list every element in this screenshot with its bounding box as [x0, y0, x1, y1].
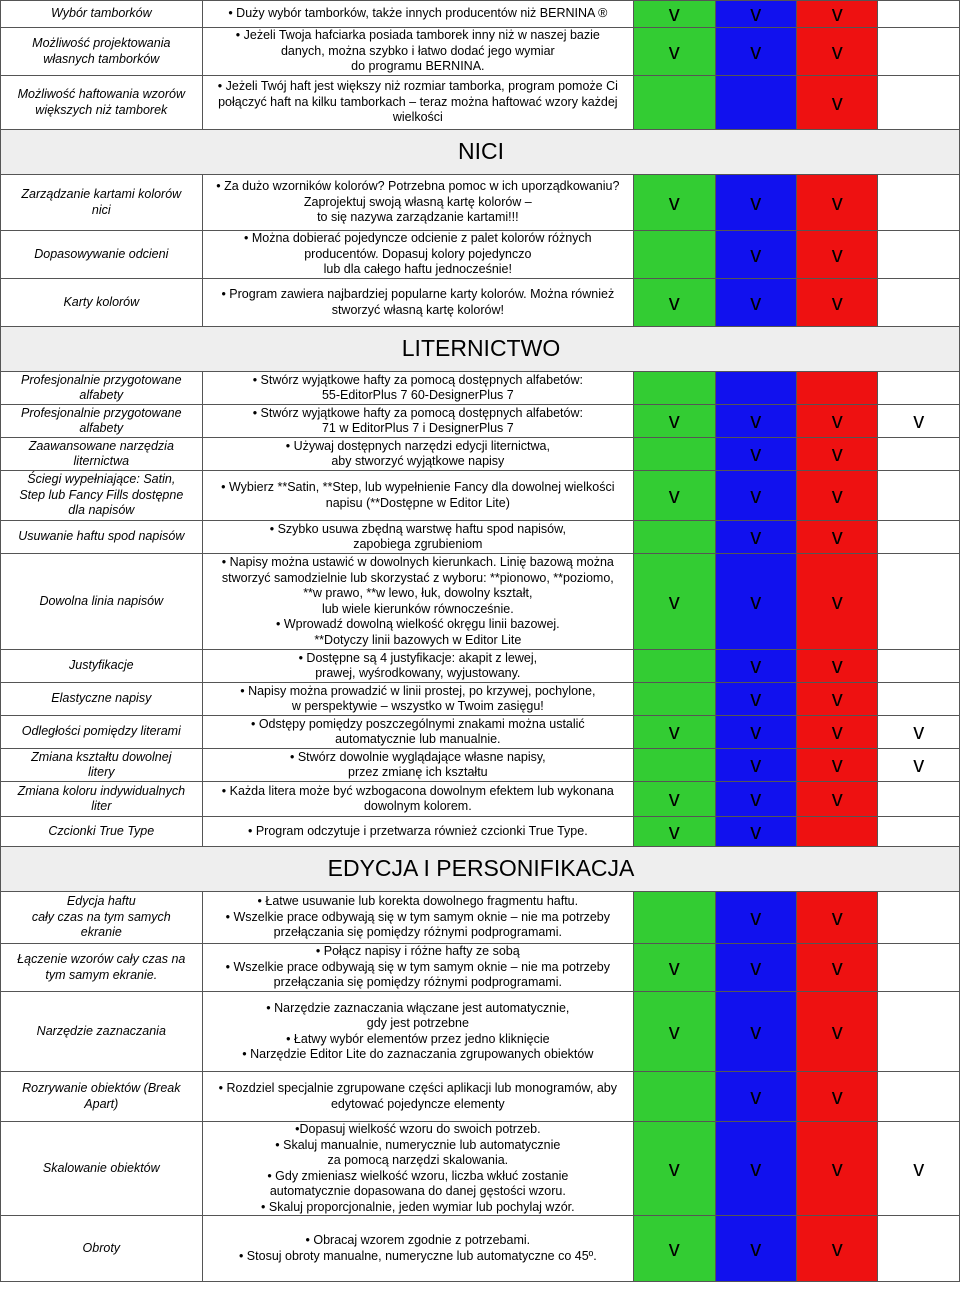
check-mark: v	[831, 588, 843, 614]
feature-label: Karty kolorów	[63, 294, 140, 309]
check-mark: v	[750, 441, 762, 467]
check-cell-red	[796, 1, 877, 28]
description-cell	[202, 438, 633, 471]
check-cell-green	[634, 749, 715, 782]
check-cell-green	[634, 28, 715, 76]
description-text: • Można dobierać pojedyncze odcienie z palet kolorów różnych producentów. Dopasuj kolory pojedynczo lub dla całego haftu jednocześnie!	[244, 231, 592, 277]
feature-cell	[1, 28, 203, 76]
check-cell-green	[634, 817, 715, 847]
check-cell-white	[878, 554, 960, 650]
description-text: • Napisy można ustawić w dowolnych kierunkach. Linię bazową można stworzyć samodzielnie lub skorzystać z wyboru: **pionowo, **poziomo, **w prawo, **w lewo, łuk, dowolny kształt, lub wiele kierunków równocześnie. • Wprowadź dowolną wielkość okręgu linii bazowej. **Dotyczy linii bazowych w Editor Lite	[221, 555, 614, 647]
check-mark: v	[750, 189, 762, 215]
feature-label: Obroty	[82, 1240, 121, 1255]
check-cell-blue	[715, 76, 796, 130]
check-mark: v	[668, 1018, 680, 1044]
check-cell-white	[878, 76, 960, 130]
check-cell-blue	[715, 683, 796, 716]
feature-label: Czcionki True Type	[48, 823, 155, 838]
table-row	[1, 944, 960, 992]
feature-label: Rozrywanie obiektów (Break Apart)	[22, 1081, 181, 1111]
check-cell-green	[634, 554, 715, 650]
feature-cell	[1, 1216, 203, 1282]
feature-cell	[1, 992, 203, 1072]
check-cell-white	[878, 1, 960, 28]
section-header-row	[1, 847, 960, 892]
check-cell-white	[878, 992, 960, 1072]
check-cell-blue	[715, 1122, 796, 1216]
description-cell	[202, 892, 633, 944]
check-mark: v	[668, 38, 680, 64]
table-row	[1, 554, 960, 650]
check-mark: v	[750, 241, 762, 267]
feature-label: Ściegi wypełniające: Satin, Step lub Fancy Fills dostępne dla napisów	[19, 472, 184, 518]
description-text: • Stwórz wyjątkowe hafty za pomocą dostępnych alfabetów: 71 w EditorPlus 7 i DesignerPlus 7	[252, 405, 583, 435]
feature-cell	[1, 1072, 203, 1122]
description-text: • Za dużo wzorników kolorów? Potrzebna pomoc w ich uporządkowaniu? Zaprojektuj swoją własną kartę kolorów – to się nazywa zarządzanie kartami!!!	[216, 179, 620, 225]
check-mark: v	[831, 904, 843, 930]
feature-cell	[1, 279, 203, 327]
check-cell-blue	[715, 279, 796, 327]
check-cell-red	[796, 749, 877, 782]
feature-label: Dopasowywanie odcieni	[34, 246, 169, 261]
description-text: • Używaj dostępnych narzędzi edycji liternictwa, aby stworzyć wyjątkowe napisy	[285, 438, 550, 468]
check-mark: v	[831, 686, 843, 712]
check-cell-green	[634, 372, 715, 405]
check-mark: v	[750, 289, 762, 315]
feature-label: Zarządzanie kartami kolorów nici	[21, 187, 182, 217]
check-mark: v	[750, 686, 762, 712]
feature-cell	[1, 716, 203, 749]
description-cell	[202, 817, 633, 847]
feature-cell	[1, 405, 203, 438]
check-cell-white	[878, 405, 960, 438]
check-cell-red	[796, 471, 877, 521]
feature-label: Dowolna linia napisów	[39, 593, 164, 608]
check-cell-white	[878, 817, 960, 847]
check-cell-red	[796, 650, 877, 683]
table-row	[1, 438, 960, 471]
description-cell	[202, 782, 633, 817]
check-cell-blue	[715, 892, 796, 944]
table-row	[1, 683, 960, 716]
section-header-cell	[1, 327, 960, 372]
check-cell-red	[796, 892, 877, 944]
feature-label: Zmiana kształtu dowolnej litery	[31, 749, 172, 779]
check-cell-blue	[715, 992, 796, 1072]
table-row	[1, 892, 960, 944]
table-row	[1, 1, 960, 28]
description-text: • Stwórz dowolnie wyglądające własne napisy, przez zmianę ich kształtu	[289, 749, 546, 779]
description-cell	[202, 372, 633, 405]
check-cell-white	[878, 521, 960, 554]
feature-label: Skalowanie obiektów	[42, 1160, 160, 1175]
check-mark: v	[750, 954, 762, 980]
description-text: • Napisy można prowadzić w linii prostej, po krzywej, pochylone, w perspektywie – wszystko w Twoim zasięgu!	[240, 683, 596, 713]
check-mark: v	[831, 482, 843, 508]
table-row	[1, 405, 960, 438]
description-cell	[202, 405, 633, 438]
feature-cell	[1, 683, 203, 716]
description-cell	[202, 1072, 633, 1122]
description-cell	[202, 944, 633, 992]
check-cell-green	[634, 944, 715, 992]
feature-label: Możliwość haftowania wzorów większych niż tamborek	[17, 87, 186, 117]
check-mark: v	[913, 408, 925, 434]
check-cell-blue	[715, 1, 796, 28]
check-cell-red	[796, 554, 877, 650]
description-cell	[202, 471, 633, 521]
check-cell-white	[878, 175, 960, 231]
table-row	[1, 175, 960, 231]
feature-label: Usuwanie haftu spod napisów	[18, 529, 185, 544]
check-mark: v	[750, 818, 762, 844]
check-mark: v	[913, 1155, 925, 1181]
table-row	[1, 471, 960, 521]
description-text: • Program zawiera najbardziej popularne karty kolorów. Można również stworzyć własną kartę kolorów!	[221, 287, 615, 317]
check-cell-red	[796, 716, 877, 749]
check-cell-green	[634, 175, 715, 231]
check-cell-red	[796, 231, 877, 279]
check-mark: v	[831, 1155, 843, 1181]
check-cell-blue	[715, 231, 796, 279]
check-cell-white	[878, 650, 960, 683]
check-mark: v	[831, 38, 843, 64]
check-mark: v	[831, 653, 843, 679]
feature-cell	[1, 231, 203, 279]
check-cell-green	[634, 782, 715, 817]
table-row	[1, 650, 960, 683]
feature-label: Profesjonalnie przygotowane alfabety	[21, 405, 182, 435]
check-cell-white	[878, 231, 960, 279]
description-text: • Rozdziel specjalnie zgrupowane części aplikacji lub monogramów, aby edytować pojedyncze elementy	[218, 1081, 617, 1111]
description-text: • Duży wybór tamborków, także innych producentów niż BERNINA ®	[228, 6, 608, 21]
description-text: • Stwórz wyjątkowe hafty za pomocą dostępnych alfabetów: 55-EditorPlus 7 60-DesignerPlus 7	[252, 372, 583, 402]
table-row	[1, 1072, 960, 1122]
check-mark: v	[831, 441, 843, 467]
section-title: NICI	[458, 138, 504, 165]
check-mark: v	[750, 408, 762, 434]
check-mark: v	[831, 408, 843, 434]
check-mark: v	[831, 89, 843, 115]
feature-cell	[1, 438, 203, 471]
check-cell-blue	[715, 175, 796, 231]
section-header-cell	[1, 847, 960, 892]
description-cell	[202, 279, 633, 327]
check-cell-blue	[715, 749, 796, 782]
check-mark: v	[750, 1235, 762, 1261]
description-cell	[202, 1, 633, 28]
check-cell-red	[796, 405, 877, 438]
section-header-cell	[1, 130, 960, 175]
features-table-body	[1, 1, 960, 1282]
check-cell-white	[878, 28, 960, 76]
section-title: LITERNICTWO	[401, 335, 561, 362]
feature-cell	[1, 175, 203, 231]
check-mark: v	[831, 752, 843, 778]
check-mark: v	[668, 954, 680, 980]
check-cell-white	[878, 1072, 960, 1122]
check-mark: v	[668, 1235, 680, 1261]
check-mark: v	[750, 904, 762, 930]
check-mark: v	[668, 482, 680, 508]
description-cell	[202, 992, 633, 1072]
check-mark: v	[750, 719, 762, 745]
feature-cell	[1, 650, 203, 683]
check-cell-green	[634, 716, 715, 749]
description-cell	[202, 749, 633, 782]
check-mark: v	[831, 786, 843, 812]
check-cell-green	[634, 279, 715, 327]
check-mark: v	[750, 1155, 762, 1181]
feature-cell	[1, 1, 203, 28]
check-cell-green	[634, 892, 715, 944]
check-cell-blue	[715, 554, 796, 650]
feature-label: Profesjonalnie przygotowane alfabety	[21, 372, 182, 402]
check-mark: v	[831, 1, 843, 27]
table-row	[1, 76, 960, 130]
check-cell-green	[634, 231, 715, 279]
description-cell	[202, 231, 633, 279]
description-text: • Każda litera może być wzbogacona dowolnym efektem lub wykonana dowolnym kolorem.	[221, 783, 614, 813]
check-cell-green	[634, 471, 715, 521]
description-text: • Dostępne są 4 justyfikacje: akapit z lewej, prawej, wyśrodkowany, wyjustowany.	[298, 650, 538, 680]
check-cell-white	[878, 716, 960, 749]
table-row	[1, 716, 960, 749]
check-cell-blue	[715, 28, 796, 76]
table-row	[1, 279, 960, 327]
check-cell-green	[634, 521, 715, 554]
feature-label: Odległości pomiędzy literami	[21, 724, 181, 739]
check-cell-green	[634, 1072, 715, 1122]
description-cell	[202, 76, 633, 130]
description-cell	[202, 175, 633, 231]
check-mark: v	[668, 289, 680, 315]
check-cell-white	[878, 438, 960, 471]
check-cell-red	[796, 521, 877, 554]
check-mark: v	[668, 1155, 680, 1181]
check-cell-red	[796, 76, 877, 130]
check-cell-blue	[715, 372, 796, 405]
feature-cell	[1, 749, 203, 782]
check-mark: v	[668, 818, 680, 844]
description-text: • Obracaj wzorem zgodnie z potrzebami. • Stosuj obroty manualne, numeryczne lub automatyczne co 45º.	[238, 1233, 597, 1263]
check-cell-green	[634, 405, 715, 438]
check-cell-white	[878, 1216, 960, 1282]
check-mark: v	[831, 719, 843, 745]
check-cell-blue	[715, 521, 796, 554]
check-cell-green	[634, 438, 715, 471]
description-text: • Łatwe usuwanie lub korekta dowolnego fragmentu haftu. • Wszelkie prace odbywają się w tym samym oknie – nie ma potrzeby przełączania się pomiędzy różnymi podprogramami.	[225, 894, 611, 940]
check-mark: v	[750, 752, 762, 778]
feature-label: Zaawansowane narzędzia liternictwa	[28, 438, 174, 468]
check-mark: v	[750, 482, 762, 508]
check-mark: v	[750, 524, 762, 550]
check-cell-blue	[715, 817, 796, 847]
check-mark: v	[750, 1083, 762, 1109]
feature-label: Łączenie wzorów cały czas na tym samym ekranie.	[17, 952, 186, 982]
check-cell-blue	[715, 438, 796, 471]
check-cell-red	[796, 28, 877, 76]
check-cell-white	[878, 749, 960, 782]
section-title: EDYCJA I PERSONIFIKACJA	[327, 855, 635, 882]
check-cell-red	[796, 944, 877, 992]
check-mark: v	[750, 1, 762, 27]
check-cell-green	[634, 1216, 715, 1282]
check-mark: v	[831, 241, 843, 267]
check-mark: v	[668, 189, 680, 215]
check-cell-white	[878, 279, 960, 327]
feature-cell	[1, 372, 203, 405]
check-cell-green	[634, 683, 715, 716]
description-text: • Jeżeli Twój haft jest większy niż rozmiar tamborka, program pomoże Ci połączyć haft na kilku tamborkach – teraz można haftować wzory każdej wielkości	[217, 79, 618, 125]
check-mark: v	[750, 786, 762, 812]
table-row	[1, 782, 960, 817]
description-text: • Wybierz **Satin, **Step, lub wypełnienie Fancy dla dowolnej wielkości napisu (**Dostępne w Editor Lite)	[221, 480, 615, 510]
check-cell-white	[878, 892, 960, 944]
check-mark: v	[831, 524, 843, 550]
table-row	[1, 1122, 960, 1216]
table-row	[1, 992, 960, 1072]
check-cell-green	[634, 1, 715, 28]
check-cell-white	[878, 683, 960, 716]
check-cell-red	[796, 175, 877, 231]
section-header-row	[1, 130, 960, 175]
check-cell-blue	[715, 944, 796, 992]
check-cell-white	[878, 944, 960, 992]
check-cell-blue	[715, 471, 796, 521]
table-row	[1, 817, 960, 847]
check-mark: v	[668, 786, 680, 812]
check-cell-blue	[715, 716, 796, 749]
description-text: • Odstępy pomiędzy poszczególnymi znakami można ustalić automatycznie lub manualnie.	[250, 716, 585, 746]
check-cell-white	[878, 471, 960, 521]
check-mark: v	[668, 719, 680, 745]
table-row	[1, 231, 960, 279]
check-cell-blue	[715, 650, 796, 683]
check-mark: v	[750, 38, 762, 64]
description-text: • Narzędzie zaznaczania włączane jest automatycznie, gdy jest potrzebne • Łatwy wybór elementów przez jedno kliknięcie • Narzędzie Editor Lite do zaznaczania zgrupowanych obiektów	[242, 1000, 594, 1061]
check-mark: v	[668, 1, 680, 27]
description-cell	[202, 28, 633, 76]
check-cell-blue	[715, 1072, 796, 1122]
check-cell-blue	[715, 405, 796, 438]
description-cell	[202, 1216, 633, 1282]
check-mark: v	[750, 1018, 762, 1044]
check-cell-red	[796, 782, 877, 817]
check-cell-red	[796, 1072, 877, 1122]
description-cell	[202, 1122, 633, 1216]
feature-cell	[1, 76, 203, 130]
feature-label: Edycja haftu cały czas na tym samych ekranie	[31, 894, 171, 940]
description-text: • Połącz napisy i różne hafty ze sobą • Wszelkie prace odbywają się w tym samym oknie – nie ma potrzeby przełączania się pomiędzy różnymi podprogramami.	[225, 944, 611, 990]
table-row	[1, 749, 960, 782]
check-cell-red	[796, 683, 877, 716]
table-row	[1, 1216, 960, 1282]
check-mark: v	[913, 752, 925, 778]
check-cell-red	[796, 1216, 877, 1282]
check-mark: v	[831, 954, 843, 980]
table-row	[1, 521, 960, 554]
feature-label: Elastyczne napisy	[51, 691, 152, 706]
check-mark: v	[750, 588, 762, 614]
check-cell-red	[796, 279, 877, 327]
check-mark: v	[831, 1235, 843, 1261]
feature-cell	[1, 782, 203, 817]
feature-label: Wybór tamborków	[50, 6, 152, 21]
description-cell	[202, 650, 633, 683]
description-text: •Dopasuj wielkość wzoru do swoich potrzeb. • Skaluj manualnie, numerycznie lub automatycznie za pomocą narzędzi skalowania. • Gdy zmieniasz wielkość wzoru, liczba wkłuć zostanie automatycznie dopasowana do danej gęstości wzoru. • Skaluj proporcjonalnie, jeden wymiar lub pochylaj wzór.	[261, 1122, 575, 1214]
feature-cell	[1, 554, 203, 650]
check-mark: v	[831, 289, 843, 315]
check-mark: v	[831, 1083, 843, 1109]
check-mark: v	[668, 408, 680, 434]
check-mark: v	[913, 719, 925, 745]
check-cell-green	[634, 650, 715, 683]
check-mark: v	[831, 189, 843, 215]
check-cell-red	[796, 438, 877, 471]
check-cell-green	[634, 76, 715, 130]
section-header-row	[1, 327, 960, 372]
description-cell	[202, 683, 633, 716]
description-text: • Program odczytuje i przetwarza również czcionki True Type.	[247, 823, 588, 838]
feature-label: Zmiana koloru indywidualnych liter	[17, 783, 186, 813]
check-cell-blue	[715, 1216, 796, 1282]
check-cell-white	[878, 782, 960, 817]
feature-cell	[1, 471, 203, 521]
feature-cell	[1, 521, 203, 554]
table-row	[1, 372, 960, 405]
description-cell	[202, 716, 633, 749]
description-text: • Szybko usuwa zbędną warstwę haftu spod napisów, zapobiega zgrubieniom	[269, 521, 566, 551]
check-cell-blue	[715, 782, 796, 817]
description-text: • Jeżeli Twoja hafciarka posiada tamborek inny niż w naszej bazie danych, można szybko i łatwo dodać jego wymiar do programu BERNINA.	[235, 28, 600, 74]
check-mark: v	[831, 1018, 843, 1044]
feature-label: Justyfikacje	[69, 658, 134, 673]
check-cell-green	[634, 1122, 715, 1216]
feature-cell	[1, 944, 203, 992]
table-row	[1, 28, 960, 76]
feature-label: Narzędzie zaznaczania	[36, 1023, 166, 1038]
check-mark: v	[750, 653, 762, 679]
feature-cell	[1, 892, 203, 944]
check-cell-red	[796, 1122, 877, 1216]
check-cell-red	[796, 372, 877, 405]
check-cell-red	[796, 817, 877, 847]
check-cell-green	[634, 992, 715, 1072]
check-cell-white	[878, 1122, 960, 1216]
check-cell-white	[878, 372, 960, 405]
feature-cell	[1, 1122, 203, 1216]
check-cell-red	[796, 992, 877, 1072]
description-cell	[202, 554, 633, 650]
feature-cell	[1, 817, 203, 847]
check-mark: v	[668, 588, 680, 614]
description-cell	[202, 521, 633, 554]
feature-label: Możliwość projektowania własnych tamborków	[32, 36, 171, 66]
